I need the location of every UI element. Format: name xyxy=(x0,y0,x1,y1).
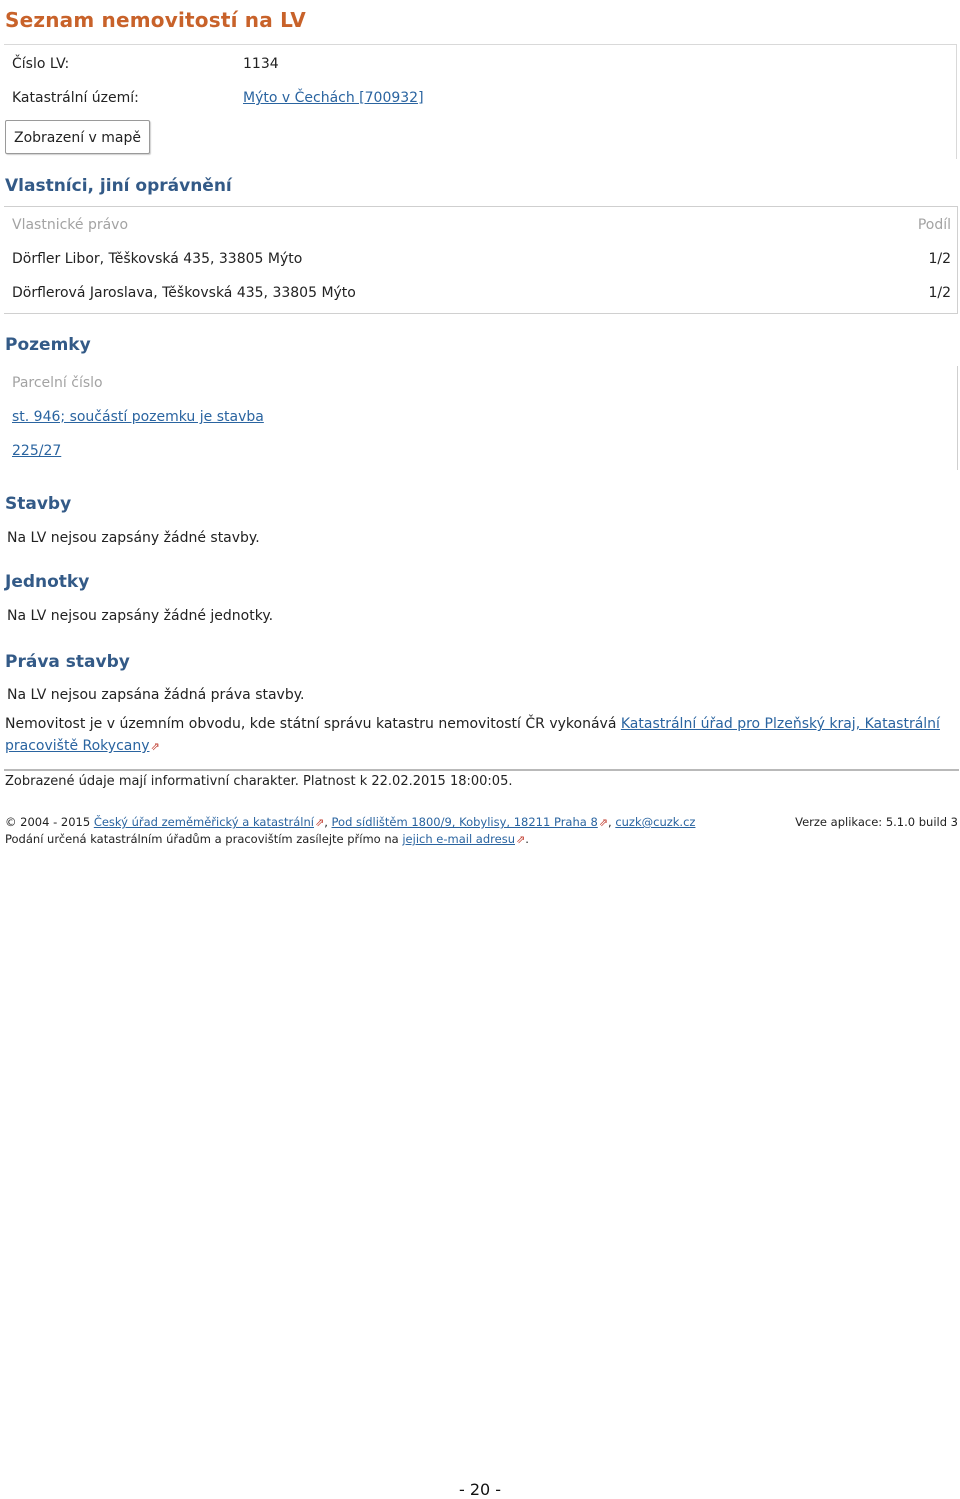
owner-name: Dörflerová Jaroslava, Těškovská 435, 33805 Mýto xyxy=(12,285,356,301)
address-link[interactable]: Pod sídlištěm 1800/9, Kobylisy, 18211 Praha 8 xyxy=(331,815,598,829)
page-number: - 20 - xyxy=(458,1480,502,1499)
email-link[interactable]: cuzk@cuzk.cz xyxy=(615,815,696,829)
parcel-link[interactable]: 225/27 xyxy=(12,443,62,459)
copyright-text: © 2004 - 2015 xyxy=(5,815,94,829)
lv-number-label: Číslo LV: xyxy=(12,56,70,72)
email-addresses-link[interactable]: jejich e-mail adresu xyxy=(402,832,515,846)
units-empty-text: Na LV nejsou zapsány žádné jednotky. xyxy=(7,608,274,624)
cadastral-office-link[interactable]: Katastrální úřad pro Plzeňský kraj, Katastrální pracoviště Rokycany xyxy=(5,716,940,754)
footer-line-2-text: Podání určená katastrálním úřadům a pracovištím zasílejte přímo na xyxy=(5,832,403,846)
external-link-icon: ⇗ xyxy=(314,816,325,829)
owner-share: 1/2 xyxy=(928,285,951,301)
external-link-icon: ⇗ xyxy=(598,816,608,829)
owner-share: 1/2 xyxy=(928,251,951,267)
footer-line-2 xyxy=(5,832,529,846)
lv-number-value: 1134 xyxy=(243,56,279,72)
office-note-text: Nemovitost je v územním obvodu, kde státní správu katastru nemovitostí ČR vykonává xyxy=(5,716,621,732)
footer-line-1 xyxy=(5,815,695,829)
buildings-heading: Stavby xyxy=(5,494,72,514)
divider xyxy=(4,769,959,771)
footer-line-2-end: . xyxy=(525,832,529,846)
parcels-table xyxy=(4,366,958,470)
external-link-icon: ⇗ xyxy=(150,740,160,753)
cuzk-link[interactable]: Český úřad zeměměřický a katastrální xyxy=(93,815,314,829)
owners-col-right: Vlastnické právo xyxy=(12,217,129,233)
page-title: Seznam nemovitostí na LV xyxy=(5,8,306,32)
owners-table xyxy=(4,206,958,314)
parcels-col-number: Parcelní číslo xyxy=(12,375,103,391)
external-link-icon: ⇗ xyxy=(515,833,526,846)
cadastral-area-link[interactable]: Mýto v Čechách [700932] xyxy=(243,90,424,106)
owner-name: Dörfler Libor, Těškovská 435, 33805 Mýto xyxy=(12,251,303,267)
building-rights-empty-text: Na LV nejsou zapsána žádná práva stavby. xyxy=(7,687,305,703)
parcel-link[interactable]: st. 946; součástí pozemku je stavba xyxy=(12,409,264,425)
footer-separator: , xyxy=(608,815,616,829)
app-version: Verze aplikace: 5.1.0 build 3 xyxy=(795,815,958,829)
footer-separator: , xyxy=(324,815,332,829)
owners-col-share: Podíl xyxy=(917,217,951,233)
buildings-empty-text: Na LV nejsou zapsány žádné stavby. xyxy=(7,530,260,546)
show-in-map-button[interactable]: Zobrazení v mapě xyxy=(5,120,150,154)
owners-heading: Vlastníci, jiní oprávnění xyxy=(5,176,232,196)
building-rights-heading: Práva stavby xyxy=(5,652,130,672)
units-heading: Jednotky xyxy=(5,572,90,592)
validity-note: Zobrazené údaje mají informativní charakter. Platnost k 22.02.2015 18:00:05. xyxy=(5,774,513,789)
cadastral-office-note xyxy=(5,713,945,758)
parcels-heading: Pozemky xyxy=(5,335,91,355)
cadastral-area-label: Katastrální území: xyxy=(12,90,139,106)
